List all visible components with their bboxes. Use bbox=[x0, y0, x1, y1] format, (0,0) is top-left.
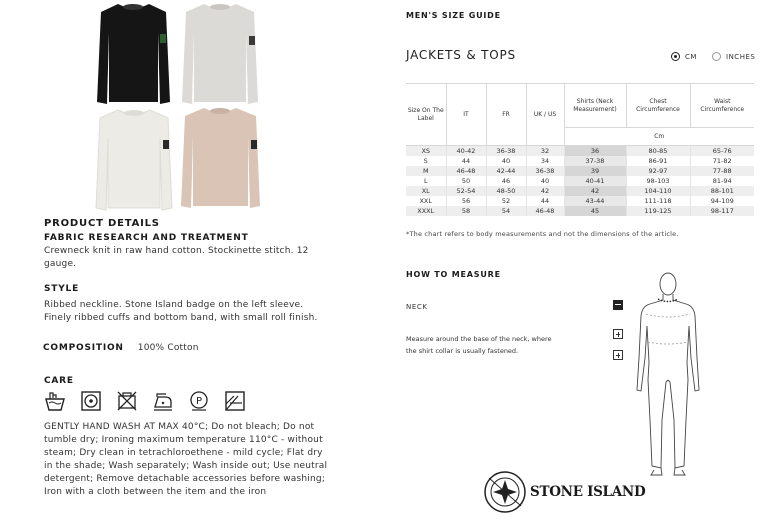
size-cell: 77-88 bbox=[690, 166, 754, 176]
care-text: GENTLY HAND WASH AT MAX 40°C; Do not bleach; Do not tumble dry; Ironing maximum temperature 110°C - without steam; Dry clean in tetrachloroethene - mild cycle; Flat dry in the shade; Wash separately; Wash inside out; Use neutral detergent; Remove detachable accessories before washing; Iron with a cloth between the item and the iron bbox=[44, 422, 328, 497]
size-cell: 40-42 bbox=[446, 146, 486, 156]
size-cell: 45 bbox=[564, 206, 626, 216]
size-cell: M bbox=[406, 166, 446, 176]
size-cell: 42-44 bbox=[486, 166, 526, 176]
size-cell: 43-44 bbox=[564, 196, 626, 206]
neck-label[interactable]: NECK bbox=[406, 303, 428, 311]
flat-dry-shade-icon bbox=[224, 390, 246, 412]
body-measure-figure bbox=[628, 270, 708, 484]
size-cell: 46 bbox=[486, 176, 526, 186]
product-thumbnail-black[interactable] bbox=[96, 2, 171, 106]
size-cell: 50 bbox=[446, 176, 486, 186]
dry-clean-p-icon bbox=[188, 390, 210, 412]
neck-text: Measure around the base of the neck, where the shirt collar is usually fastened. bbox=[406, 335, 552, 355]
do-not-tumble-dry-icon bbox=[80, 390, 102, 412]
size-row bbox=[406, 206, 754, 216]
do-not-bleach-icon bbox=[116, 390, 138, 412]
size-cell: 54 bbox=[486, 206, 526, 216]
care-heading: CARE bbox=[44, 376, 74, 386]
size-guide-title: MEN'S SIZE GUIDE bbox=[406, 11, 501, 20]
size-cell: 39 bbox=[564, 166, 626, 176]
size-cell: 34 bbox=[526, 156, 564, 166]
product-details-heading: PRODUCT DETAILS bbox=[44, 218, 160, 229]
size-cell: 36-38 bbox=[526, 166, 564, 176]
size-cell: 36-38 bbox=[486, 146, 526, 156]
size-cell: 42 bbox=[526, 186, 564, 196]
size-cell: L bbox=[406, 176, 446, 186]
how-to-measure-heading: HOW TO MEASURE bbox=[406, 270, 501, 279]
size-cell: 36 bbox=[564, 146, 626, 156]
unit-cm-label: CM bbox=[685, 52, 697, 61]
brand-name: STONE ISLAND bbox=[530, 484, 646, 500]
col-header-fr: FR bbox=[486, 84, 526, 146]
size-row bbox=[406, 146, 754, 156]
size-cell: S bbox=[406, 156, 446, 166]
size-cell: 80-85 bbox=[626, 146, 690, 156]
size-cell: 92-97 bbox=[626, 166, 690, 176]
svg-text:P: P bbox=[195, 396, 203, 407]
size-cell: 58 bbox=[446, 206, 486, 216]
radio-inches-icon[interactable] bbox=[712, 52, 721, 61]
size-note: *The chart refers to body measurements and not the dimensions of the article. bbox=[406, 230, 679, 238]
size-cell: 44 bbox=[526, 196, 564, 206]
size-row bbox=[406, 196, 754, 206]
size-cell: 40 bbox=[526, 176, 564, 186]
size-row bbox=[406, 156, 754, 166]
care-icons-row bbox=[44, 390, 246, 412]
size-cell: 88-101 bbox=[690, 186, 754, 196]
size-row bbox=[406, 166, 754, 176]
fabric-text: Crewneck knit in raw hand cotton. Stockinette stitch. 12 gauge. bbox=[44, 246, 309, 269]
size-cell: 71-82 bbox=[690, 156, 754, 166]
size-cell: 119-125 bbox=[626, 206, 690, 216]
size-cell: XXXL bbox=[406, 206, 446, 216]
unit-cm-option[interactable] bbox=[671, 52, 697, 61]
unit-inches-option[interactable] bbox=[712, 52, 755, 61]
size-cell: 81-94 bbox=[690, 176, 754, 186]
col-header-waist: Waist Circumference bbox=[690, 84, 754, 128]
size-cell: 86-91 bbox=[626, 156, 690, 166]
style-heading: STYLE bbox=[44, 284, 80, 294]
size-cell: 52-54 bbox=[446, 186, 486, 196]
composition-value: 100% Cotton bbox=[137, 343, 199, 353]
radio-cm-icon[interactable] bbox=[671, 52, 680, 61]
unit-inches-label: INCHES bbox=[726, 52, 756, 61]
size-cell: 44 bbox=[446, 156, 486, 166]
size-table-body bbox=[406, 146, 754, 216]
size-cell: 56 bbox=[446, 196, 486, 206]
col-header-it: IT bbox=[446, 84, 486, 146]
size-cell: 40 bbox=[486, 156, 526, 166]
size-cell: XS bbox=[406, 146, 446, 156]
brand-logo[interactable] bbox=[483, 470, 645, 514]
size-cell: XXL bbox=[406, 196, 446, 206]
fabric-heading: FABRIC RESEARCH AND TREATMENT bbox=[44, 233, 249, 243]
size-cell: 98-117 bbox=[690, 206, 754, 216]
size-cell: 104-110 bbox=[626, 186, 690, 196]
col-header-shirts: Shirts (Neck Measurement) bbox=[564, 84, 626, 128]
brand-seal-icon bbox=[483, 470, 527, 514]
size-cell: XL bbox=[406, 186, 446, 196]
size-cell: 46-48 bbox=[526, 206, 564, 216]
size-cell: 111-118 bbox=[626, 196, 690, 206]
size-cell: 32 bbox=[526, 146, 564, 156]
product-thumbnail-grey[interactable] bbox=[180, 2, 260, 106]
size-cell: 48-50 bbox=[486, 186, 526, 196]
col-header-chest: Chest Circumference bbox=[626, 84, 690, 128]
collapse-neck-icon[interactable] bbox=[613, 300, 623, 310]
iron-low-temp-icon bbox=[152, 390, 174, 412]
size-table bbox=[406, 83, 754, 216]
sweater-shape bbox=[97, 4, 170, 104]
product-thumbnail-beige[interactable] bbox=[178, 106, 263, 212]
style-text: Ribbed neckline. Stone Island badge on the left sleeve. Finely ribbed cuffs and bottom band, with small roll finish. bbox=[44, 300, 318, 323]
col-header-uk-us: UK / US bbox=[526, 84, 564, 146]
size-row bbox=[406, 186, 754, 196]
expand-waist-icon[interactable] bbox=[613, 350, 623, 360]
size-cell: 37-38 bbox=[564, 156, 626, 166]
size-cell: 94-109 bbox=[690, 196, 754, 206]
size-cell: 40-41 bbox=[564, 176, 626, 186]
col-header-size-label: Size On The Label bbox=[406, 84, 446, 146]
size-cell: 65-76 bbox=[690, 146, 754, 156]
size-cell: 52 bbox=[486, 196, 526, 206]
col-header-unit: Cm bbox=[564, 128, 754, 146]
expand-chest-icon[interactable] bbox=[613, 329, 623, 339]
size-cell: 42 bbox=[564, 186, 626, 196]
size-cell: 98-103 bbox=[626, 176, 690, 186]
size-row bbox=[406, 176, 754, 186]
composition-label: COMPOSITION bbox=[43, 343, 124, 353]
size-cell: 46-48 bbox=[446, 166, 486, 176]
product-thumbnail-white[interactable] bbox=[94, 108, 174, 212]
size-section-title: JACKETS & TOPS bbox=[406, 48, 516, 62]
hand-wash-icon bbox=[44, 390, 66, 412]
